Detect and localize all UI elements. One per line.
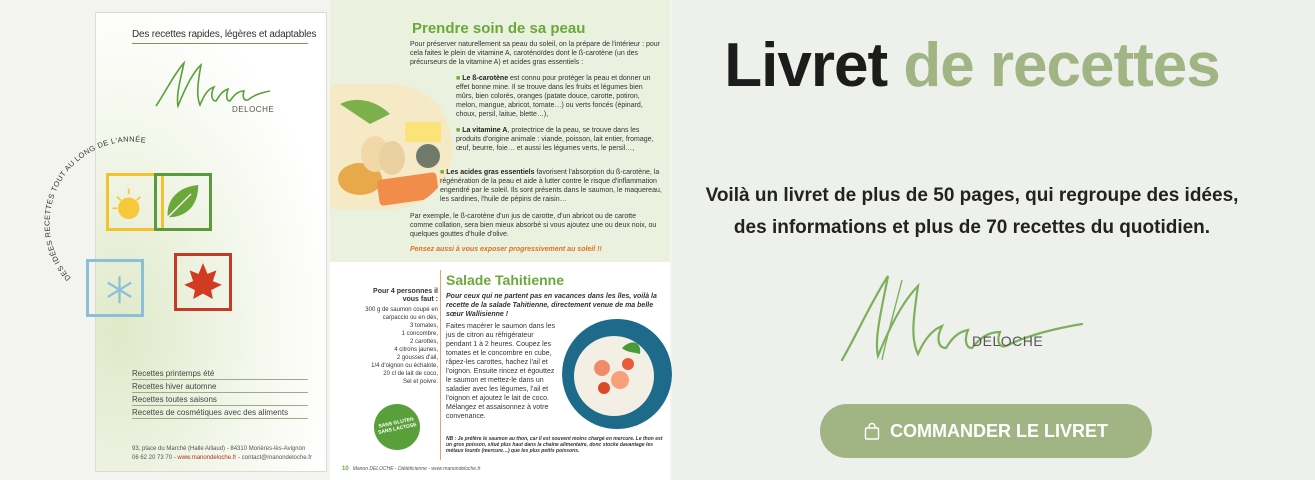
ingredients-list: [350, 306, 438, 386]
page-reminder: Pensez aussi à vous exposer progressivement au soleil !!: [410, 246, 602, 253]
cover-address: 93, place du Marché (Halle Aillaud) - 84310 Morières-lès-Avignon: [132, 446, 306, 452]
promo-description: [672, 180, 1272, 244]
season-tile-spring: [154, 173, 212, 231]
cover-tagline: Des recettes rapides, légères et adaptables: [132, 29, 317, 40]
leaf-icon: [157, 176, 209, 228]
ingredient-item: 3 tomates,: [409, 323, 438, 329]
headline: [672, 30, 1272, 101]
food-photo: [330, 84, 452, 209]
description-line-2: des informations et plus de 70 recettes du quotidien.: [733, 217, 1211, 238]
ingredients-heading: Pour 4 personnes il vous faut :: [373, 288, 438, 303]
cover-contact: 93, place du Marché (Halle Aillaud) - 84310 Morières-lès-Avignon 06 62 20 73 70 - www.manondeloche.fr - contact@manondeloche.fr: [132, 445, 318, 463]
headline-green: de recettes: [903, 31, 1220, 100]
brand-subtitle: DELOCHE: [972, 333, 1044, 349]
page-point-3: ■ Les acides gras essentiels favorisent l'absorption du ß-carotène, la régénération de la peau et aide à lutter contre le risque d'inflammation engendré par le soleil. Ils sont présents dans le saumon, le maquereau, les sardines, l'huile de pépins de raisin…: [440, 169, 662, 203]
gluten-lactose-free-badge: SANS GLUTEN SANS LACTOSE: [370, 400, 425, 455]
recipe-divider: [440, 270, 441, 460]
ingredient-item: 20 cl de lait de coco,: [383, 371, 438, 377]
ingredient-item: 300 g de saumon coupé en carpaccio ou en dés,: [365, 307, 438, 321]
cover-phone: 06 62 20 73 70: [132, 455, 173, 461]
page-title: Prendre soin de sa peau: [412, 20, 586, 37]
cover-website: www.manondeloche.fr: [177, 455, 237, 461]
page-footer: 10 Manon DELOCHE - Diététicienne - www.manondeloche.fr: [342, 466, 481, 472]
booklet-inner-page: [330, 0, 670, 480]
season-tile-winter: [86, 259, 144, 317]
page-number: 10: [342, 466, 349, 472]
headline-dark: Livret: [724, 31, 888, 100]
order-booklet-label: COMMANDER LE LIVRET: [890, 420, 1108, 441]
cover-divider: [132, 43, 308, 44]
recipe-title: Salade Tahitienne: [446, 272, 564, 288]
page-point-2: ■ La vitamine A, protectrice de la peau, se trouve dans les produits d'origine animale : viande, poisson, lait entier, fromage, œuf, beurre, foie… et aussi les légumes verts, le persil…,: [456, 127, 654, 152]
ingredient-item: 2 carottes,: [409, 339, 438, 345]
shopping-bag-icon: [864, 422, 880, 440]
ingredient-item: 1 concombre,: [401, 331, 438, 337]
ingredient-item: 4 citrons jaunes,: [394, 347, 438, 353]
maple-leaf-icon: [177, 256, 229, 308]
cover-email: contact@manondeloche.fr: [241, 455, 312, 461]
cover-menu-item: Recettes de cosmétiques avec des aliments: [132, 406, 308, 419]
svg-text:DES IDÉES RECETTES TOUT AU LON: DES IDÉES RECETTES TOUT AU LONG DE L'ANNÉE: [42, 134, 147, 283]
cover-menu-list: [132, 367, 308, 419]
recipe-intro: Pour ceux qui ne partent pas en vacances dans les îles, voilà la recette de la salade Tahitienne, directement venue de ma belle sœur Wallisienne !: [446, 293, 657, 318]
recipe-steps: Faites macérer le saumon dans les jus de citron au réfrigérateur pendant 1 à 2 heures. Coupez les tomates et le concombre en cube, râpez-les carottes, hachez l'ail et l'oignon. Ensuite rincez et égouttez le saumon et mettez-le dans un saladier avec les légumes, l'ail et l'oignon et ajoutez le lait de coco. Mélangez et assaisonnez à votre convenance.: [446, 323, 555, 420]
order-booklet-button[interactable]: [820, 404, 1152, 458]
booklet-cover: [42, 12, 327, 472]
cover-menu-item: Recettes toutes saisons: [132, 393, 308, 406]
ingredient-item: Sel et poivre.: [402, 379, 438, 385]
description-line-1: Voilà un livret de plus de 50 pages, qui regroupe des idées,: [705, 185, 1239, 206]
page-example: Par exemple, le ß-carotène d'un jus de carotte, d'un abricot ou de carotte comme collation, sera bien mieux absorbé si vous ajoutez une ou deux noix, ou quelques gouttes d'huile d'olive.: [410, 213, 657, 238]
ingredient-item: 1/4 d'oignon ou échalote,: [371, 363, 438, 369]
manon-deloche-logo: [832, 260, 1092, 370]
cover-menu-item: Recettes hiver automne: [132, 380, 308, 393]
promo-section: [672, 0, 1315, 480]
page-point-1: ■ Le ß-carotène est connu pour protéger la peau et donner un effet bonne mine. Il se trouve dans les fruits et légumes bien mûrs, bien colorés, oranges (patate douce, carotte, potiron, melon, mangue, abricot, tomate…) ou verts foncés (épinard, choux, persil, laitue, blette…),: [456, 75, 651, 118]
snowflake-icon: [89, 262, 141, 314]
ingredient-item: 2 gousses d'ail,: [396, 355, 438, 361]
season-tile-autumn: [174, 253, 232, 311]
cover-logo-subtitle: DELOCHE: [232, 105, 275, 114]
page-intro: Pour préserver naturellement sa peau du soleil, on la prépare de l'intérieur : pour cela faites le plein de vitamine A, caroténoïdes dont le ß-carotène (un des précurseurs de la vitamine A) et acides gras essentiels :: [410, 41, 660, 66]
cover-menu-item: Recettes printemps été: [132, 367, 308, 380]
recipe-note: NB : Je préfère le saumon au thon, car il est souvent moins chargé en mercure. Le thon est un gros poisson, situé plus haut dans la chaîne alimentaire, donc stocke davantage les métaux lourds (mercure…) que les plus petits poissons.: [446, 436, 663, 454]
salad-photo: [562, 318, 672, 430]
